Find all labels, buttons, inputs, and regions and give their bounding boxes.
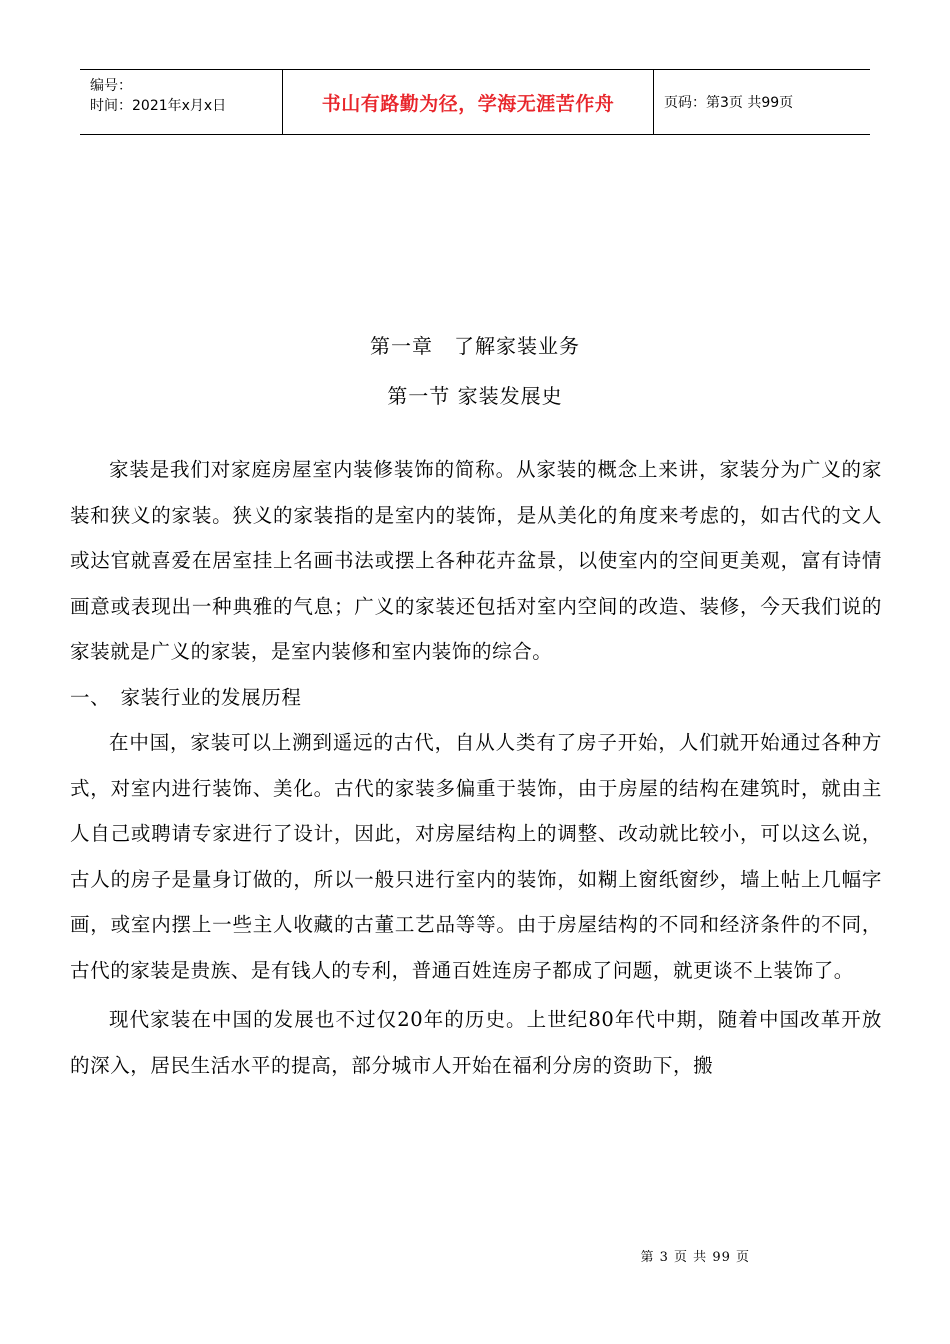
subsection-heading: 一、 家装行业的发展历程 [70,685,302,709]
time-label: 时间：2021年x月x日 [90,98,227,114]
header-motto: 书山有路勤为径，学海无涯苦作舟 [282,70,654,134]
paragraph: 现代家装在中国的发展也不过仅20年的历史。上世纪80年代中期，随着中国改革开放的深入，居民生活水平的提高，部分城市人开始在福利分房的资助下，搬 [70,1008,882,1077]
header-page-info: 页码：第3页 共99页 [664,95,794,111]
number-label: 编号： [90,78,132,94]
chapter-title: 第一章 了解家装业务 [370,334,580,358]
header-table [80,69,870,135]
document-body [70,447,882,1088]
header-meta [80,70,282,134]
page-footer: 第 3 页 共 99 页 [640,1250,750,1265]
section-title: 第一节 家装发展史 [387,384,563,408]
paragraph: 在中国，家装可以上溯到遥远的古代，自从人类有了房子开始，人们就开始通过各种方式，对室内进行装饰、美化。古代的家装多偏重于装饰，由于房屋的结构在建筑时，就由主人自己或聘请专家进行了设计，因此，对房屋结构上的调整、改动就比较小，可以这么说，古人的房子是量身订做的，所以一般只进行室内的装饰，如糊上窗纸窗纱，墙上帖上几幅字画，或室内摆上一些主人收藏的古董工艺品等等。由于房屋结构的不同和经济条件的不同，古代的家装是贵族、是有钱人的专利，普通百姓连房子都成了问题，就更谈不上装饰了。 [70,731,882,982]
paragraph: 家装是我们对家庭房屋室内装修装饰的简称。从家装的概念上来讲，家装分为广义的家装和狭义的家装。狭义的家装指的是室内的装饰，是从美化的角度来考虑的，如古代的文人或达官就喜爱在居室挂上名画书法或摆上各种花卉盆景，以使室内的空间更美观，富有诗情画意或表现出一种典雅的气息；广义的家装还包括对室内空间的改造、装修，今天我们说的家装就是广义的家装，是室内装修和室内装饰的综合。 [70,458,882,663]
